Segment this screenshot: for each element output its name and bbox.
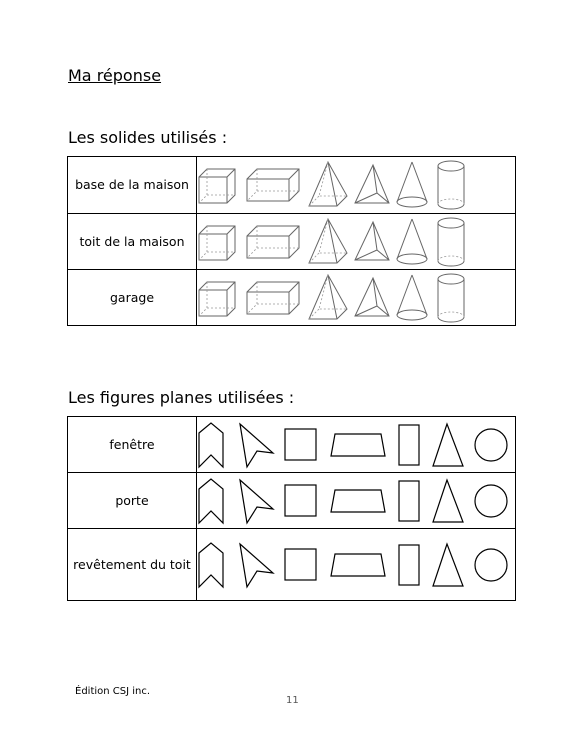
solids-row: [68, 214, 516, 270]
planes-shape-options: [197, 417, 516, 473]
triangle-icon[interactable]: [431, 478, 465, 524]
trapezoid-icon[interactable]: [329, 432, 387, 458]
triangular-pyramid-icon[interactable]: [353, 163, 391, 207]
page-heading: Ma réponse: [68, 66, 162, 85]
page-number: 11: [286, 695, 299, 706]
rectangle-icon[interactable]: [397, 479, 423, 523]
cylinder-icon[interactable]: [435, 272, 467, 324]
solids-row-label: toit de la maison: [68, 214, 197, 270]
chevron-icon[interactable]: [197, 541, 225, 589]
circle-icon[interactable]: [473, 427, 509, 463]
solids-title: Les solides utilisés :: [68, 128, 228, 147]
solids-row: [68, 270, 516, 326]
planes-shape-options: [197, 473, 516, 529]
arrow-icon[interactable]: [237, 421, 277, 469]
circle-icon[interactable]: [473, 483, 509, 519]
rectangular-prism-icon[interactable]: [245, 165, 303, 205]
plane-figures-title: Les figures planes utilisées :: [68, 388, 295, 407]
chevron-icon[interactable]: [197, 421, 225, 469]
planes-row-label: fenêtre: [68, 417, 197, 473]
triangle-icon[interactable]: [431, 422, 465, 468]
cone-icon[interactable]: [395, 273, 429, 323]
cube-icon[interactable]: [197, 222, 239, 262]
cylinder-icon[interactable]: [435, 159, 467, 211]
solids-shape-options: [197, 214, 516, 270]
plane-figures-table: [67, 416, 516, 601]
cube-icon[interactable]: [197, 165, 239, 205]
cone-icon[interactable]: [395, 217, 429, 267]
trapezoid-icon[interactable]: [329, 488, 387, 514]
cylinder-icon[interactable]: [435, 216, 467, 268]
solids-shape-options: [197, 270, 516, 326]
cube-icon[interactable]: [197, 278, 239, 318]
solids-row-label: base de la maison: [68, 157, 197, 214]
rectangle-icon[interactable]: [397, 423, 423, 467]
circle-icon[interactable]: [473, 547, 509, 583]
chevron-icon[interactable]: [197, 477, 225, 525]
arrow-icon[interactable]: [237, 541, 277, 589]
solids-row: [68, 157, 516, 214]
planes-row-label: porte: [68, 473, 197, 529]
planes-row: [68, 417, 516, 473]
triangle-icon[interactable]: [431, 542, 465, 588]
publisher-footer: Édition CSJ inc.: [75, 686, 151, 697]
trapezoid-icon[interactable]: [329, 552, 387, 578]
square-pyramid-icon[interactable]: [307, 273, 349, 323]
square-icon[interactable]: [283, 427, 319, 463]
square-pyramid-icon[interactable]: [307, 160, 349, 210]
rectangular-prism-icon[interactable]: [245, 222, 303, 262]
arrow-icon[interactable]: [237, 477, 277, 525]
planes-shape-options: [197, 529, 516, 601]
planes-row: [68, 529, 516, 601]
cone-icon[interactable]: [395, 160, 429, 210]
triangular-pyramid-icon[interactable]: [353, 220, 391, 264]
rectangle-icon[interactable]: [397, 543, 423, 587]
planes-row: [68, 473, 516, 529]
rectangular-prism-icon[interactable]: [245, 278, 303, 318]
square-pyramid-icon[interactable]: [307, 217, 349, 267]
square-icon[interactable]: [283, 547, 319, 583]
solids-shape-options: [197, 157, 516, 214]
triangular-pyramid-icon[interactable]: [353, 276, 391, 320]
solids-table: [67, 156, 516, 326]
solids-row-label: garage: [68, 270, 197, 326]
planes-row-label: revêtement du toit: [68, 529, 197, 601]
square-icon[interactable]: [283, 483, 319, 519]
